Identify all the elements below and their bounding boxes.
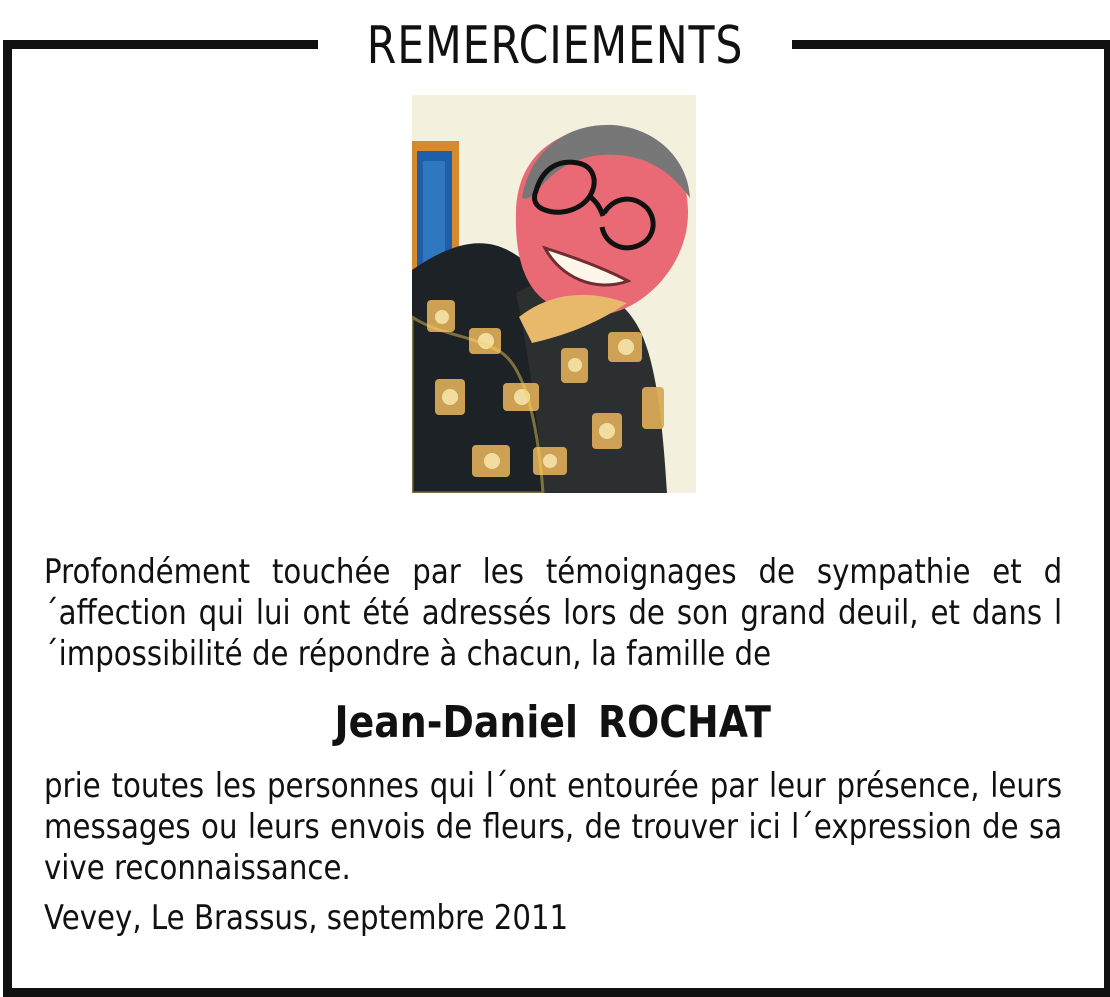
deceased-name [44,695,1062,751]
place-and-date [44,898,844,939]
notice-heading: REMERCIEMENTS [366,16,744,76]
deceased-name-text: Jean-Daniel ROCHAT [334,697,772,748]
intro-paragraph-text: Profondément touchée par les témoignages de sympathie et d´affection qui lui ont été adressés lors de son grand deuil, et dans l´impossibilité de répondre à chacun, la famille de [44,552,1063,674]
place-and-date-text: Vevey, Le Brassus, septembre 2011 [44,898,569,938]
thanks-paragraph [44,766,1062,889]
intro-paragraph [44,552,1062,675]
portrait-photo [412,95,696,493]
thanks-paragraph-text: prie toutes les personnes qui l´ont entourée par leur présence, leurs messages ou leurs envois de fleurs, de trouver ici l´expression de sa vive reconnaissance. [44,766,1063,888]
